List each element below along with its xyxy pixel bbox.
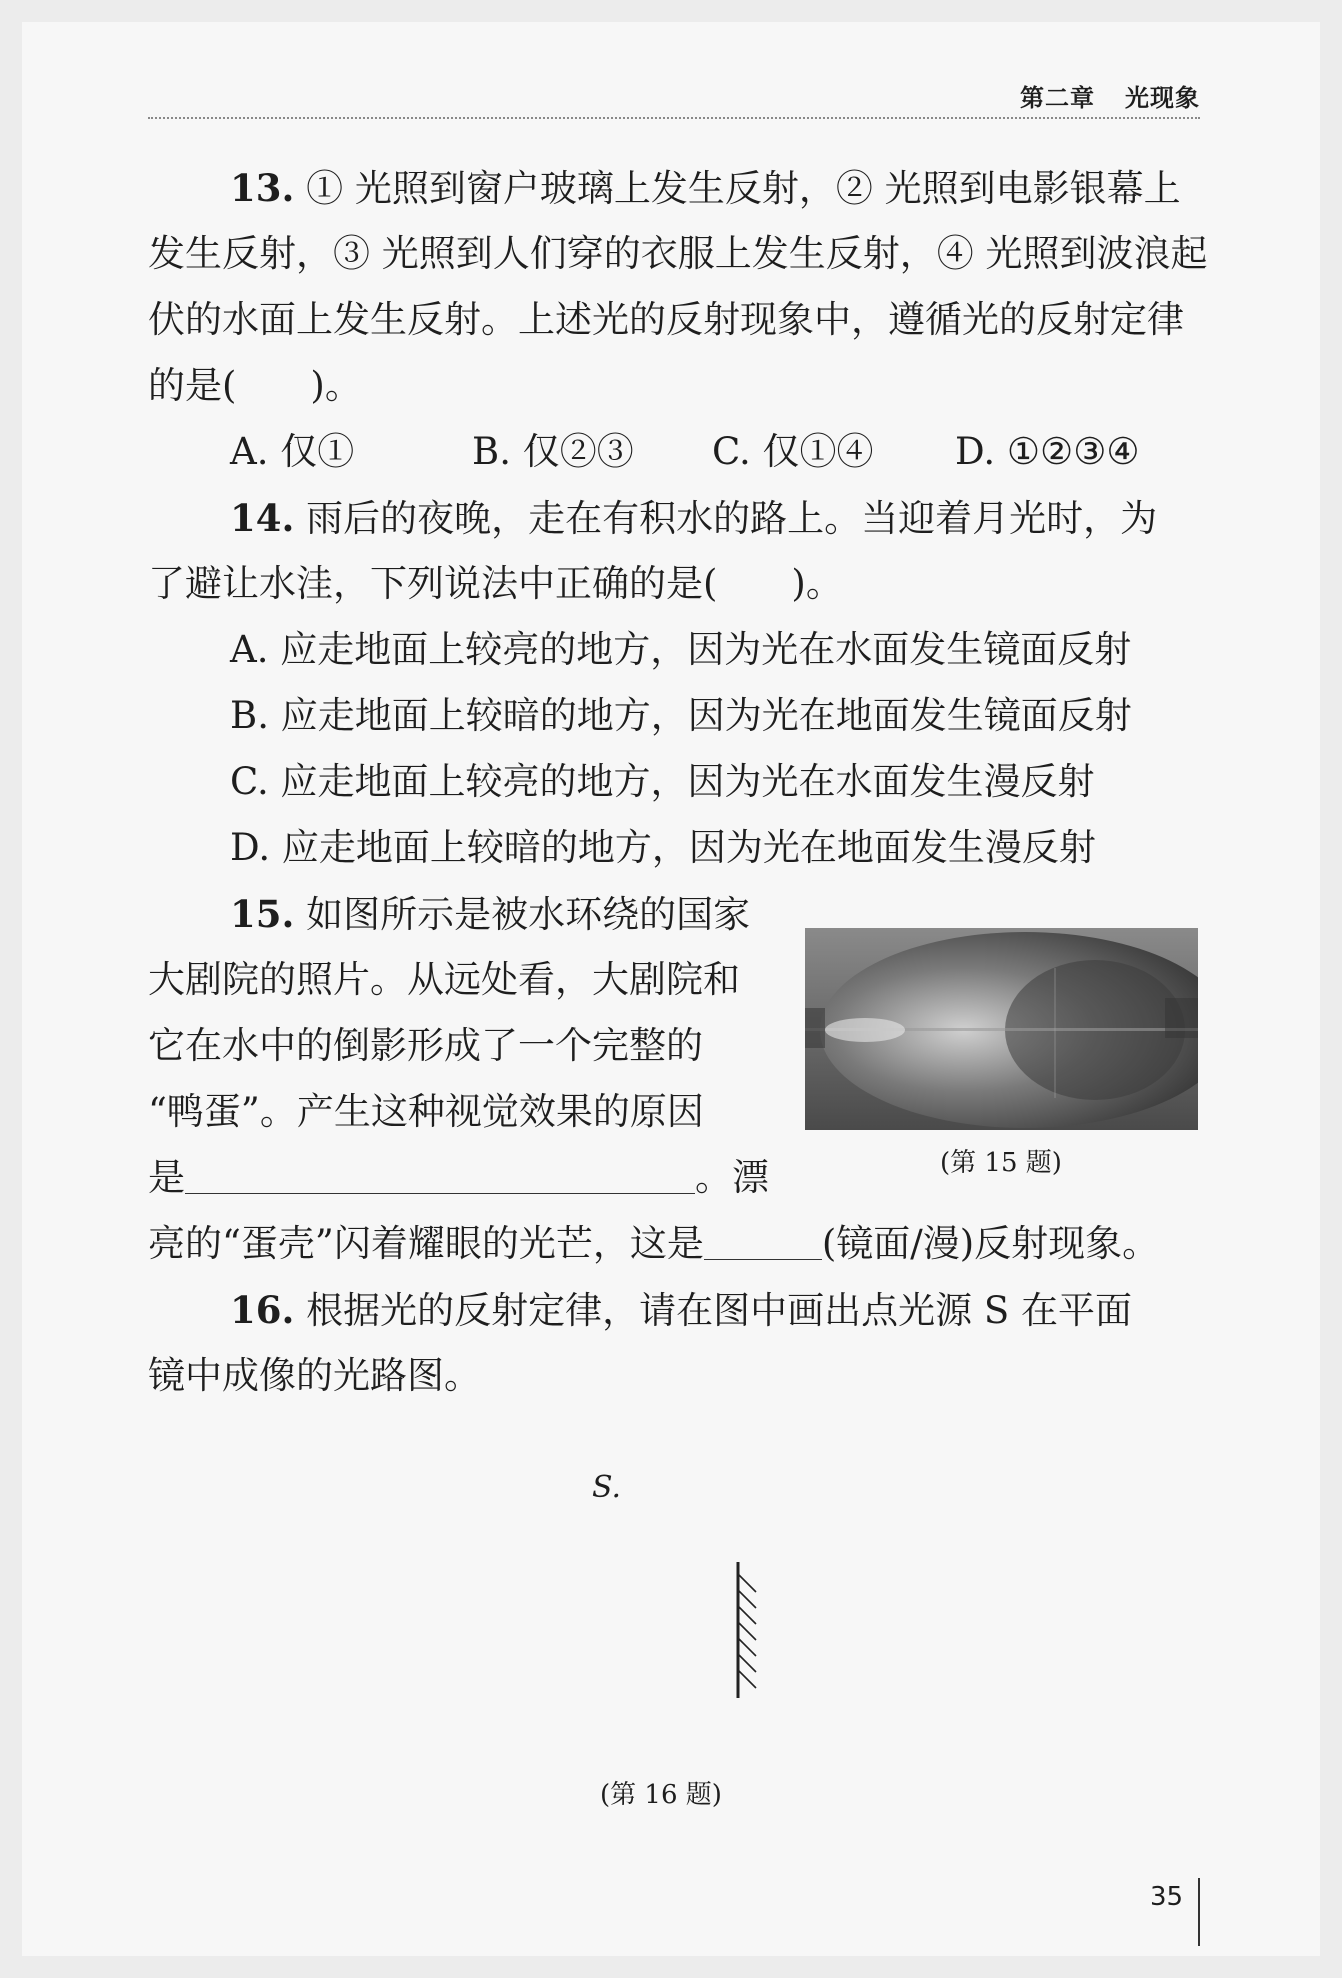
plane-mirror-icon [728,1560,768,1700]
page-number-bar [1198,1878,1200,1946]
chapter-title: 光现象 [1125,84,1200,112]
q15-line-3: 它在水中的倒影形成了一个完整的 [148,1024,703,1067]
q14-number: 14. [230,496,295,540]
q15-line-2: 大剧院的照片。从远处看，大剧院和 [148,958,740,1001]
q14-option-a: A. 应走地面上较亮的地方，因为光在水面发生镜面反射 [230,628,1132,671]
q13-number: 13. [230,166,295,210]
q15-line-5: 是 。漂 [148,1156,769,1199]
q13-option-a: A. 仅① [230,430,355,473]
q16-line-1: 16. 根据光的反射定律，请在图中画出点光源 S 在平面 [230,1288,1133,1332]
q15-figure-caption: (第 15 题) [940,1148,1062,1178]
q13-option-c: C. 仅①④ [712,430,874,473]
point-source-label: S [592,1470,612,1505]
q15-line-1: 15. 如图所示是被水环绕的国家 [230,892,751,936]
q14-option-d: D. 应走地面上较暗的地方，因为光在地面发生漫反射 [230,826,1096,869]
point-source-s [592,1470,621,1505]
header-divider [148,117,1200,119]
page-number: 35 [1150,1882,1184,1912]
q14-option-b: B. 应走地面上较暗的地方，因为光在地面发生镜面反射 [230,694,1132,737]
q15-line-6: 亮的“蛋壳”闪着耀眼的光芒，这是 (镜面/漫)反射现象。 [148,1222,1160,1265]
running-header [148,78,1200,113]
q13-option-d: D. ①②③④ [955,430,1140,473]
q14-line-1: 14. 雨后的夜晚，走在有积水的路上。当迎着月光时，为 [230,496,1158,540]
q14-option-c: C. 应走地面上较亮的地方，因为光在水面发生漫反射 [230,760,1095,803]
q13-line-3: 伏的水面上发生反射。上述光的反射现象中，遵循光的反射定律 [148,298,1184,341]
q13-line-2: 发生反射，③ 光照到人们穿的衣服上发生反射，④ 光照到波浪起 [148,232,1208,275]
q13-option-b: B. 仅②③ [472,430,634,473]
chapter-label: 第二章 [1020,84,1095,112]
answer-blank-reason[interactable] [185,1159,695,1194]
q13-line-1: 13. ① 光照到窗户玻璃上发生反射，② 光照到电影银幕上 [230,166,1181,210]
answer-blank-reflection-type[interactable] [704,1225,822,1260]
point-source-dot: . [611,1470,622,1505]
q16-number: 16. [230,1288,295,1332]
q15-line-4: “鸭蛋”。产生这种视觉效果的原因 [148,1090,704,1133]
national-grand-theatre-photo [805,928,1198,1130]
q13-line-4: 的是( )。 [148,364,362,407]
q14-line-2: 了避让水洼，下列说法中正确的是( )。 [148,562,843,605]
q16-figure-caption: (第 16 题) [600,1780,722,1810]
q16-line-2: 镜中成像的光路图。 [148,1354,481,1397]
q15-number: 15. [230,892,295,936]
